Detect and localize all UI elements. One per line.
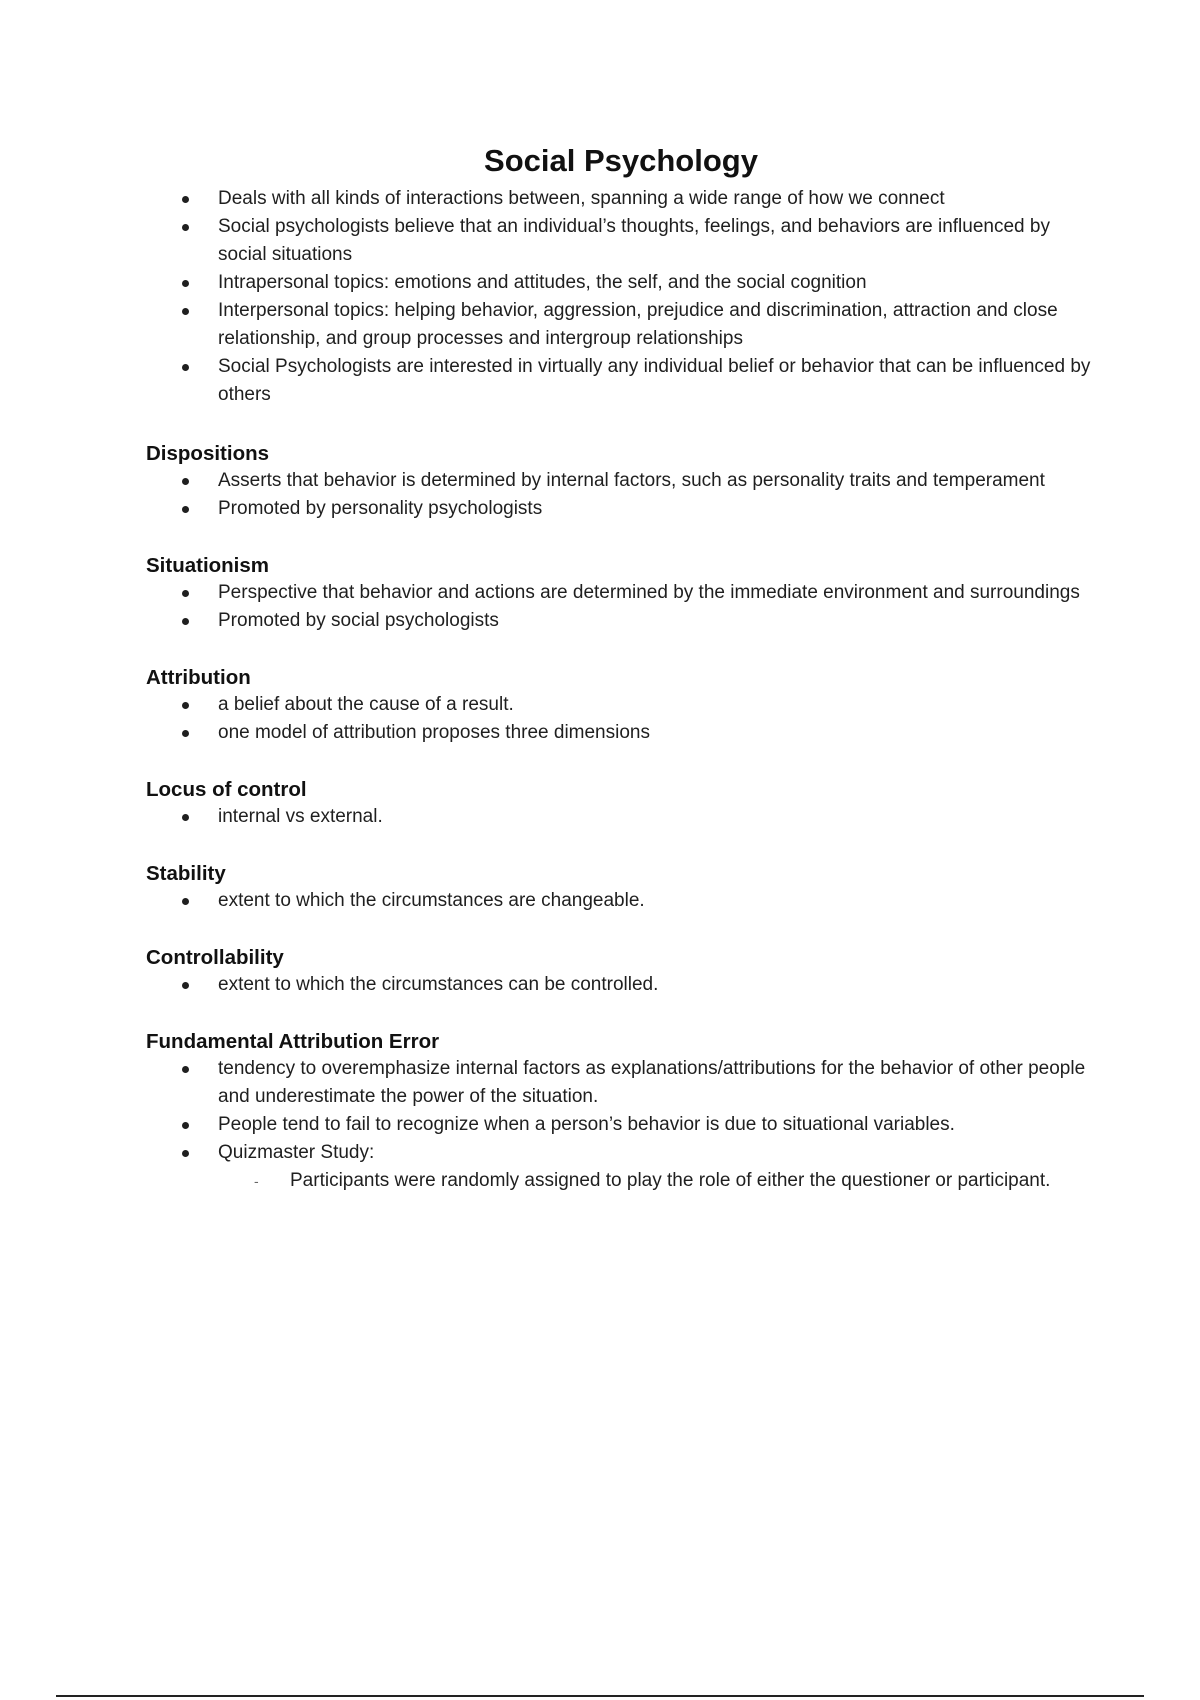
section-situationism <box>146 553 1096 635</box>
list-item <box>218 353 1096 409</box>
bullet-icon <box>182 1066 189 1073</box>
sub-list <box>218 1167 1096 1195</box>
list-item <box>218 269 1096 297</box>
bullet-icon <box>182 1150 189 1157</box>
list-item-text: Asserts that behavior is determined by internal factors, such as personality traits and temperament <box>218 470 1045 491</box>
bullet-icon <box>182 590 189 597</box>
list-item-text: Perspective that behavior and actions are determined by the immediate environment and surroundings <box>218 582 1080 603</box>
section-list <box>146 803 1096 831</box>
section-heading: Controllability <box>146 946 284 969</box>
bullet-icon <box>182 730 189 737</box>
bullet-icon <box>182 364 189 371</box>
bullet-icon <box>182 224 189 231</box>
section-heading: Attribution <box>146 666 251 689</box>
section-heading: Situationism <box>146 554 270 577</box>
sub-list-item <box>254 1167 1096 1195</box>
bullet-icon <box>182 196 189 203</box>
section-attribution <box>146 665 1096 747</box>
list-item-text: Quizmaster Study: <box>218 1142 375 1163</box>
section-list <box>146 1055 1096 1195</box>
list-item <box>218 887 1096 915</box>
section-list <box>146 971 1096 999</box>
list-item-text: People tend to fail to recognize when a person’s behavior is due to situational variables. <box>218 1114 955 1135</box>
footer-divider <box>56 1695 1144 1697</box>
section-dispositions <box>146 441 1096 523</box>
section-locus-of-control <box>146 777 1096 831</box>
bullet-icon <box>182 478 189 485</box>
bullet-icon <box>182 702 189 709</box>
section-list <box>146 691 1096 747</box>
list-item <box>218 467 1096 495</box>
bullet-icon <box>182 506 189 513</box>
section-heading: Stability <box>146 862 226 885</box>
section-fundamental-attribution-error <box>146 1029 1096 1195</box>
list-item <box>218 803 1096 831</box>
section-list <box>146 579 1096 635</box>
section-controllability <box>146 945 1096 999</box>
list-item-text: Social Psychologists are interested in virtually any individual belief or behavior that can be influenced by others <box>218 356 1091 405</box>
list-item-text: internal vs external. <box>218 806 383 827</box>
list-item <box>218 971 1096 999</box>
document-title: Social Psychology <box>484 143 758 178</box>
list-item <box>218 691 1096 719</box>
list-item-text: Interpersonal topics: helping behavior, aggression, prejudice and discrimination, attraction and close relationship, and group processes and intergroup relationships <box>218 300 1058 349</box>
list-item-text: a belief about the cause of a result. <box>218 694 514 715</box>
list-item <box>218 185 1096 213</box>
list-item-text: extent to which the circumstances can be controlled. <box>218 974 659 995</box>
list-item <box>218 1139 1096 1195</box>
section-list <box>146 467 1096 523</box>
section-stability <box>146 861 1096 915</box>
section-heading: Dispositions <box>146 442 270 465</box>
bullet-icon <box>182 308 189 315</box>
list-item-text: Promoted by social psychologists <box>218 610 499 631</box>
bullet-icon <box>182 280 189 287</box>
list-item-text: one model of attribution proposes three dimensions <box>218 722 650 743</box>
bullet-icon <box>182 1122 189 1129</box>
section-list <box>146 887 1096 915</box>
list-item-text: tendency to overemphasize internal factors as explanations/attributions for the behavior of other people and underestimate the power of the situation. <box>218 1058 1086 1107</box>
list-item <box>218 1111 1096 1139</box>
bullet-icon <box>182 814 189 821</box>
list-item <box>218 607 1096 635</box>
list-item-text: Intrapersonal topics: emotions and attitudes, the self, and the social cognition <box>218 272 867 293</box>
list-item <box>218 719 1096 747</box>
section-heading: Locus of control <box>146 778 307 801</box>
list-item <box>218 579 1096 607</box>
bullet-icon <box>182 898 189 905</box>
sub-list-item-text: Participants were randomly assigned to play the role of either the questioner or participant. <box>290 1170 1051 1191</box>
dash-icon: - <box>254 1173 259 1189</box>
document-body <box>146 143 1096 1195</box>
bullet-icon <box>182 618 189 625</box>
list-item <box>218 213 1096 269</box>
list-item-text: Social psychologists believe that an individual’s thoughts, feelings, and behaviors are influenced by social situations <box>218 216 1050 265</box>
list-item <box>218 495 1096 523</box>
bullet-icon <box>182 982 189 989</box>
list-item <box>218 1055 1096 1111</box>
intro-list <box>146 185 1096 409</box>
section-heading: Fundamental Attribution Error <box>146 1030 440 1053</box>
list-item-text: extent to which the circumstances are changeable. <box>218 890 645 911</box>
list-item <box>218 297 1096 353</box>
list-item-text: Promoted by personality psychologists <box>218 498 543 519</box>
list-item-text: Deals with all kinds of interactions between, spanning a wide range of how we connect <box>218 188 945 209</box>
